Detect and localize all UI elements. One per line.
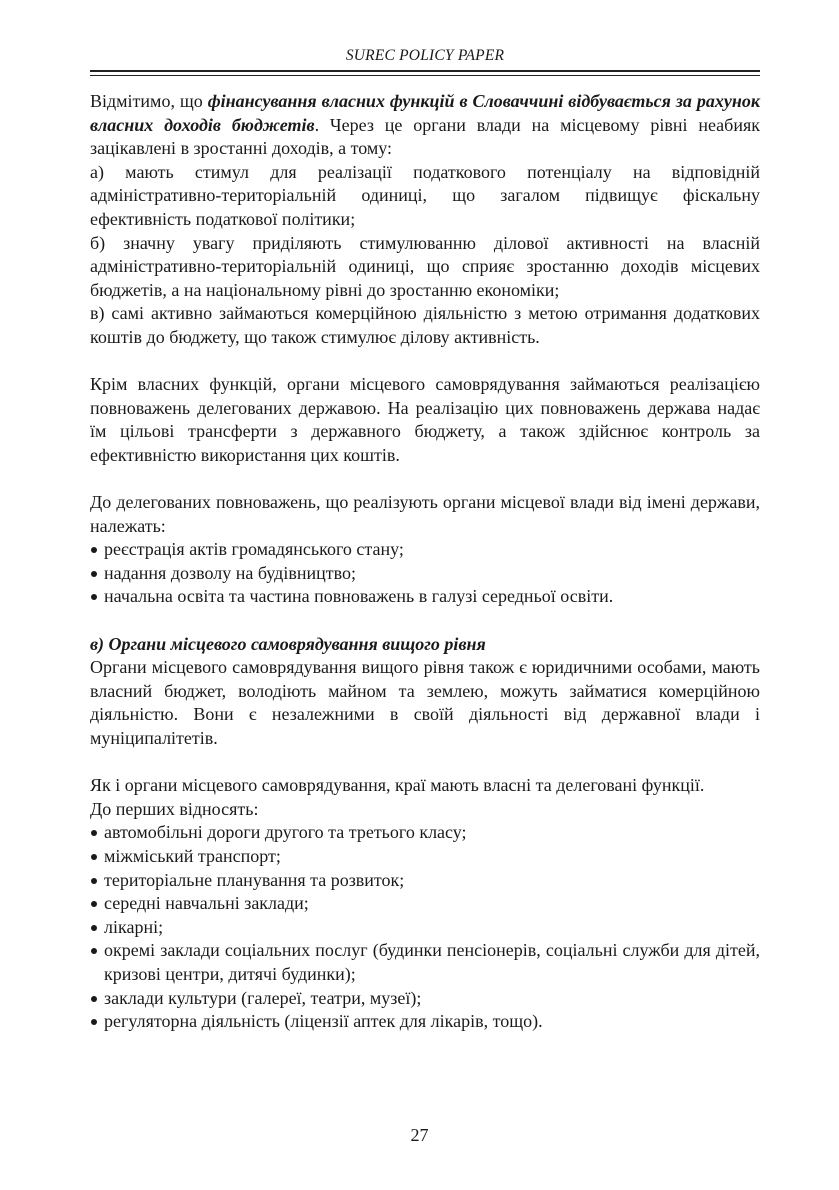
list-item-a: а) мають стимул для реалізації податкового потенціалу на відповідній адміністративно-територіальній одиниці, що загалом підвищує фіскальну ефективність податкової політики; bbox=[90, 161, 760, 229]
list-item-b: б) значну увагу приділяють стимулюванню ділової активності на власній адміністративно-територіальній одиниці, що сприяє зростанню доходів місцевих бюджетів, а на національному рівні до зростанню економіки; bbox=[90, 232, 760, 300]
paragraph-funding-rest: . Через це органи влади на місцевому рівні неабияк зацікавлені в зростанні доходів, а тому: bbox=[90, 114, 760, 159]
paragraph-funding bbox=[90, 90, 760, 161]
own-functions-list bbox=[90, 821, 760, 1033]
running-header: SUREC POLICY PAPER bbox=[345, 47, 505, 64]
list-item: регуляторна діяльність (ліцензії аптек для лікарів, тощо). bbox=[90, 1010, 760, 1034]
list-item: начальна освіта та частина повноважень в галузі середньої освіти. bbox=[90, 585, 760, 609]
paragraph-first-functions: До перших відносять: bbox=[90, 798, 259, 819]
header-rule-thick bbox=[90, 70, 760, 72]
page-number: 27 bbox=[410, 1125, 429, 1145]
list-item: середні навчальні заклади; bbox=[90, 892, 760, 916]
section-heading: в) Органи місцевого самоврядування вищого рівня bbox=[90, 633, 486, 654]
emphasis-funding: фінансування власних функцій в Словаччині відбувається за рахунок власних доходів бюджетів bbox=[90, 91, 760, 135]
paragraph-delegated-powers: Крім власних функцій, органи місцевого самоврядування займаються реалізацією повноважень делегованих державою. На реалізацію цих повноважень держава надає їм цільові трансферти з державного бюджету, а також здійснює контроль за ефективністю використання цих коштів. bbox=[90, 374, 760, 465]
list-item-c: в) самі активно займаються комерційною діяльністю з метою отримання додаткових коштів до бюджету, що також стимулює ділову активність. bbox=[90, 303, 760, 347]
list-item: територіальне планування та розвиток; bbox=[90, 869, 760, 893]
paragraph-delegated-list-intro: До делегованих повноважень, що реалізують органи місцевої влади від імені держави, належать: bbox=[90, 492, 760, 536]
paragraph-regions: Як і органи місцевого самоврядування, краї мають власні та делеговані функції. bbox=[90, 775, 705, 796]
paragraph-higher-level: Органи місцевого самоврядування вищого рівня також є юридичними особами, мають власний бюджет, володіють майном та землею, можуть займатися комерційною діяльністю. Вони є незалежними в своїй діяльності від державної влади і муніципалітетів. bbox=[90, 657, 760, 749]
list-item: реєстрація актів громадянського стану; bbox=[90, 538, 760, 562]
paragraph-funding-intro: Відмітимо, що bbox=[90, 91, 208, 111]
list-item: автомобільні дороги другого та третього класу; bbox=[90, 821, 760, 845]
list-item: надання дозволу на будівництво; bbox=[90, 562, 760, 586]
delegated-powers-list bbox=[90, 538, 760, 609]
page-body bbox=[90, 90, 760, 1034]
list-item: заклади культури (галереї, театри, музеї); bbox=[90, 987, 760, 1011]
list-item: лікарні; bbox=[90, 916, 760, 940]
list-item: міжміський транспорт; bbox=[90, 845, 760, 869]
list-item: окремі заклади соціальних послуг (будинки пенсіонерів, соціальні служби для дітей, кризові центри, дитячі будинки); bbox=[90, 939, 760, 986]
header-rule-thin bbox=[90, 75, 760, 76]
